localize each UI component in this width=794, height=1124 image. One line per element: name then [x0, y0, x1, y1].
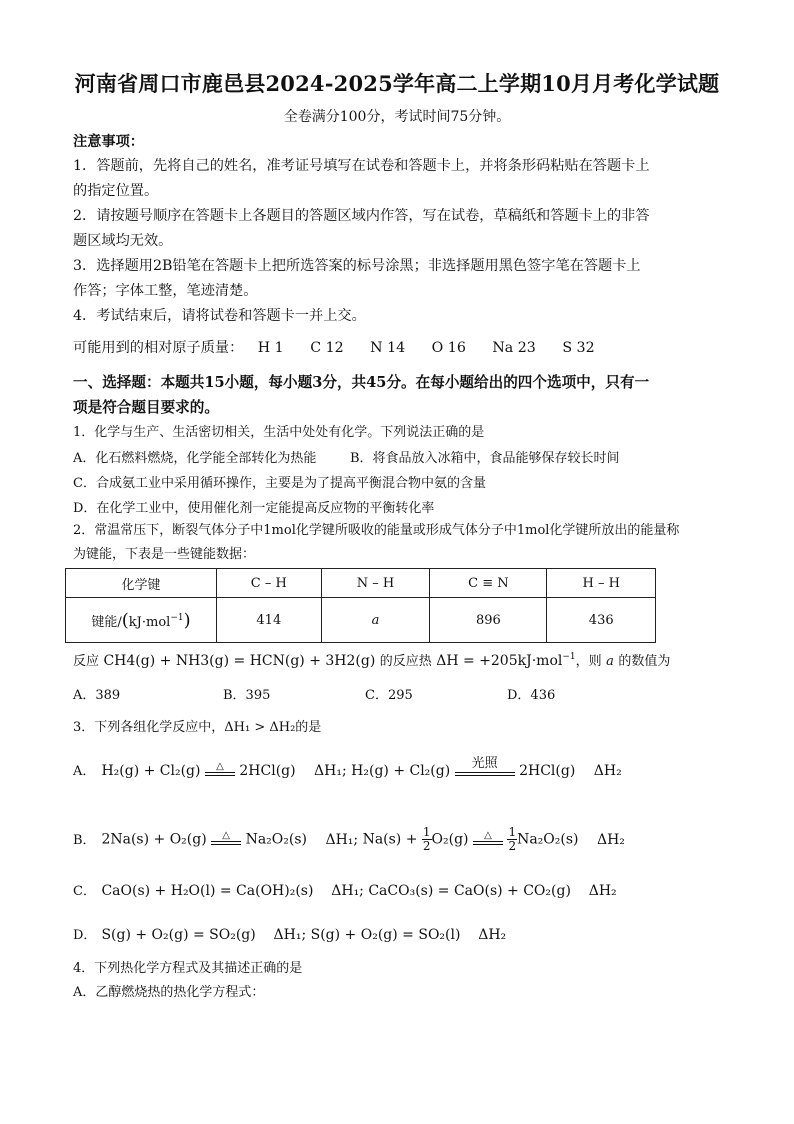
q3-stem: 3．下列各组化学反应中，ΔH₁ > ΔH₂的是 [73, 720, 322, 735]
q2-stem: 2．常温常压下，断裂气体分子中1mol化学键所吸收的能量或形成气体分子中1mol化学键所放出的能量称 [73, 523, 680, 538]
q3-a-dh2: ΔH₂ [593, 763, 622, 779]
q2-reaction-end: 的数值为 [618, 654, 671, 669]
notice-line: 2．请按题号顺序在答题卡上各题目的答题区域内作答，写在试卷，草稿纸和答题卡上的非答 [73, 208, 650, 224]
heat-symbol: △ [222, 829, 230, 841]
q3-option-b [73, 826, 625, 853]
notice-line: 作答；字体工整，笔迹清楚。 [73, 283, 258, 299]
q2-option-a: A．389 [73, 688, 121, 703]
q3-b-dh1: ΔH₁; [325, 831, 359, 848]
page-title: 河南省周口市鹿邑县2024-2025学年高二上学期10月月考化学试题 [74, 71, 720, 96]
q3-option-d [73, 924, 506, 943]
q2-reaction-suffix: ，则 [575, 654, 602, 669]
table-row [66, 598, 656, 643]
atomic-masses [73, 338, 733, 358]
q2-reaction-line [73, 650, 670, 669]
q2-reaction-equation: CH4(g) + NH3(g) = HCN(g) + 3H2(g) [103, 653, 376, 669]
fraction-num: 1 [508, 825, 517, 839]
equals-light-sign [455, 756, 515, 776]
equals-heat-sign [211, 831, 241, 845]
table-header: H – H [547, 569, 656, 598]
q3-a-dh1: ΔH₁; [314, 763, 347, 779]
table-header: 化学键 [66, 569, 217, 598]
q1-option-b: B．将食品放入冰箱中，食品能够保存较长时间 [350, 451, 620, 466]
q3-option-b-label: B． [73, 832, 96, 848]
table-row-label: 键能/(kJ·mol$^{-1}$) [66, 598, 217, 643]
table-header-row [66, 569, 656, 598]
notice-line: 1．答题前，先将自己的姓名，准考证号填写在试卷和答题卡上，并将条形码粘贴在答题卡上 [73, 158, 650, 174]
q3-option-c-text: CaO(s) + H₂O(l) = Ca(OH)₂(s) ΔH₁; CaCO₃(s) = CaO(s) + CO₂(g) ΔH₂ [101, 883, 617, 899]
table-header: C ≡ N [430, 569, 547, 598]
q2-enthalpy: ΔH = +205kJ·mol [436, 653, 563, 669]
q2-enthalpy-exp: −1 [562, 652, 576, 662]
q3-b-left2a: Na(s) + [362, 831, 418, 848]
q2-reaction-mid: 的反应热 [379, 654, 432, 669]
bond-energy-table [65, 568, 656, 643]
q2-reaction-prefix: 反应 [73, 654, 100, 669]
q2-option-d: D．436 [507, 688, 556, 703]
q4-stem: 4．下列热化学方程式及其描述正确的是 [73, 961, 303, 976]
q3-a-left2: H₂(g) + Cl₂(g) [351, 763, 451, 779]
q3-a-left1: H₂(g) + Cl₂(g) [101, 763, 201, 779]
q2-option-c: C．295 [365, 688, 413, 703]
heat-symbol: △ [484, 829, 492, 841]
row-label-text: 键能 [91, 614, 118, 630]
fraction-half [507, 826, 517, 853]
notice-line: 3．选择题用2B铅笔在答题卡上把所选答案的标号涂黑；非选择题用黑色签字笔在答题卡上 [73, 258, 641, 274]
atom-mass: H 1 [257, 340, 284, 356]
table-header: C – H [217, 569, 322, 598]
section-heading: 一、选择题：本题共15小题，每小题3分，共45分。在每小题给出的四个选项中，只有一 [73, 374, 650, 391]
q3-option-c-label: C． [73, 884, 96, 899]
q2-stem-cont: 为键能，下表是一些键能数据： [73, 547, 256, 562]
row-unit-exp: −1 [170, 612, 184, 623]
atom-mass: S 32 [562, 340, 595, 356]
exam-subtitle: 全卷满分100分，考试时间75分钟。 [283, 109, 511, 125]
q1-option-d: D．在化学工业中，使用催化剂一定能提高反应物的平衡转化率 [73, 501, 435, 516]
table-cell: a [321, 598, 430, 643]
q3-option-a [73, 756, 622, 784]
fraction-den: 2 [508, 839, 517, 853]
q3-a-right2: 2HCl(g) [519, 763, 576, 779]
q1-option-a: A．化石燃料燃烧，化学能全部转化为热能 [73, 451, 317, 466]
fraction-half [422, 826, 432, 853]
notice-line: 题区域均无效。 [73, 233, 173, 249]
notice-line: 的指定位置。 [73, 183, 159, 199]
table-cell: 436 [547, 598, 656, 643]
fraction-num: 1 [422, 825, 431, 839]
q1-stem: 1．化学与生产、生活密切相关，生活中处处有化学。下列说法正确的是 [73, 425, 485, 440]
q3-option-c [73, 880, 617, 899]
q3-b-dh2: ΔH₂ [596, 831, 625, 848]
atom-mass: O 16 [431, 340, 466, 356]
q2-option-b: B．395 [223, 688, 271, 703]
q4-option-a: A．乙醇燃烧热的热化学方程式： [73, 985, 265, 1000]
q3-b-left1: 2Na(s) + O₂(g) [101, 831, 207, 848]
q3-option-d-label: D． [73, 928, 97, 943]
atom-mass: Na 23 [492, 340, 536, 356]
atom-mass: N 14 [370, 340, 406, 356]
table-header: N – H [321, 569, 430, 598]
equals-heat-sign [205, 762, 235, 776]
equals-heat-sign [473, 831, 503, 845]
q3-option-a-label: A． [73, 764, 96, 779]
fraction-den: 2 [422, 839, 431, 853]
q3-b-left2b: O₂(g) [431, 831, 469, 848]
section-heading-cont: 项是符合题目要求的。 [73, 399, 219, 416]
row-unit: kJ·mol [128, 614, 171, 630]
table-cell: 414 [217, 598, 322, 643]
q3-a-right1: 2HCl(g) [239, 763, 296, 779]
q3-b-right2: Na₂O₂(s) [517, 831, 579, 848]
q1-option-c: C．合成氨工业中采用循环操作，主要是为了提高平衡混合物中氨的含量 [73, 476, 486, 491]
table-cell: 896 [430, 598, 547, 643]
atom-mass: C 12 [310, 340, 344, 356]
notice-heading: 注意事项： [73, 134, 144, 150]
heat-symbol: △ [216, 761, 224, 772]
q3-option-d-text: S(g) + O₂(g) = SO₂(g) ΔH₁; S(g) + O₂(g) = SO₂(l) ΔH₂ [101, 927, 507, 943]
q2-variable-a: a [606, 654, 614, 669]
atomic-masses-label: 可能用到的相对原子质量： [73, 340, 244, 356]
q3-b-right1: Na₂O₂(s) [245, 831, 307, 848]
light-condition: 光照 [471, 756, 498, 771]
notice-line: 4．考试结束后，请将试卷和答题卡一并上交。 [73, 308, 366, 324]
